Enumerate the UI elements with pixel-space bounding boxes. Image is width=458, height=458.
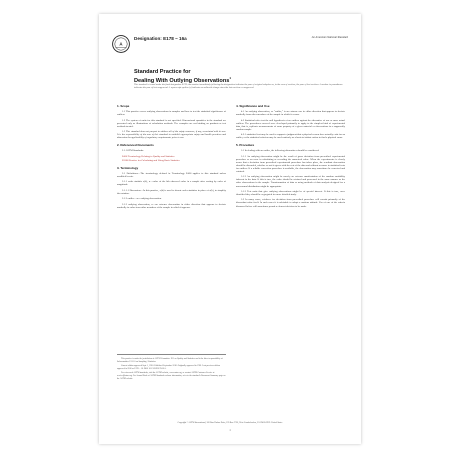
footnote-2: Current edition approved Sept. 1, 2016. Published September 2016. Originally approved in 1961. Last previous edition approved in 2016 as E178 – 16. DOI: 10.1520/E0178-16A. xyxy=(117,365,220,370)
section-2-heading: 2. Referenced Documents xyxy=(117,143,154,148)
footnote-3: For referenced ASTM standards, visit the ASTM website, www.astm.org, or contact ASTM Customer Service at service@astm.org. For Annual Book of ASTM Standards volume information, refer to the standard's Document Summary page on the ASTM website. xyxy=(117,372,226,380)
paragraph-5-1-3: 5.1.3 Test units that give outlying observations might be of special interest. If this is true, once identified they should be segregated for more detailed study. xyxy=(236,189,345,196)
astm-logo-icon xyxy=(112,33,130,55)
paragraph-4-3: 4.3 A statistical test may be used to support a judgment that a physical reason does actually exist for an outlier, or the statistical criterion may be used routinely as a basis to initiate action to find a physical cause. xyxy=(236,133,345,140)
paragraph-4-2: 4.2 Statistical rules test the null hypothesis of no outliers against the alternative of one or more actual outliers. The procedures covered were developed primarily to apply to the simplest kind of experimental data, that is, replicate measurements of some property of a given material or observations in a supposedly random sample. xyxy=(236,118,345,131)
title-line-1: Standard Practice for xyxy=(134,69,191,75)
paragraph-3-1-1: 3.1.1 order statistic x(k), n—value of the kth observed value in a sample after sorting by order of magnitude. xyxy=(117,180,226,187)
section-5-heading: 5. Procedure xyxy=(236,143,255,148)
footnote-1: This practice is under the jurisdiction of ASTM Committee E11 on Quality and Statistics and is the direct responsibility of Subcommittee E11.10 on Sampling / Statistics. xyxy=(117,358,223,363)
paragraph-5-1: 5.1 In dealing with an outlier, the following alternatives should be considered: xyxy=(241,149,320,153)
paragraph-3-1-3: 3.1.3 outlying observation, n—an extreme observation in either direction that appears to deviate markedly in value from other members of the sample in which it appears. xyxy=(117,202,226,209)
paragraph-3-1-2: 3.1.2 outlier—see outlying observation. xyxy=(122,197,162,201)
paragraph-3-1-1-1: 3.1.1.1 Discussion—In this practice, x(k) is used to denote order statistics in place of x(k), to simplify the notation. xyxy=(117,188,226,195)
left-column xyxy=(117,105,226,211)
paragraph-5-1-1: 5.1.1 An outlying observation might be the result of gross deviation from prescribed experimental procedure or an error in calculating or recording the numerical value. When the experimenter is clearly aware that a deviation from prescribed experimental procedure has taken place, the resultant observation should be discarded, whether or not it agrees with the rest of the data and without recourse to statistical tests for outliers. If a reliable correction procedure is available, the observation may sometimes be corrected and retained. xyxy=(236,154,345,173)
section-4-heading: 4. Significance and Use xyxy=(236,104,270,108)
paragraph-1-1: 1.1 This practice covers outlying observations in samples and how to test the statistical significance of outliers. xyxy=(117,110,226,117)
section-3-heading: 3. Terminology xyxy=(117,165,139,170)
paragraph-5-1-2: 5.1.2 An outlying observation might be merely an extreme manifestation of the random variability inherent in the data. If this is true, the value should be retained and processed in the same manner as the other observations in the sample. Transformation of data or using methods of data analysis designed for a non-normal distribution might be appropriate. xyxy=(236,175,345,188)
footnotes xyxy=(117,354,226,382)
paragraph-3-1: 3.1 Definitions—The terminology defined in Terminology E456 applies to this standard unless modified herein. xyxy=(117,171,226,178)
reference-e2586-link[interactable]: E2586 Practice for Calculating and Using Basic Statistics xyxy=(122,158,180,162)
national-standard-notice: An American National Standard xyxy=(311,36,348,39)
section-1-heading: 1. Scope xyxy=(117,104,130,108)
issuance-note: This standard is issued under the fixed designation E178; the number immediately following the designation indicates the year of original adoption or, in the case of revision, the year of last revision. A number in parentheses indicates the year of last reapproval. A superscript epsilon (ε) indicates an editorial change since the last revision or reapproval. xyxy=(134,83,343,89)
designation-label: Designation: E178 − 16a xyxy=(134,36,187,41)
paragraph-2-1: 2.1 ASTM Standards: xyxy=(122,149,144,153)
paragraph-1-2: 1.2 The system of units for this standard is not specified. Dimensional quantities in the standard are presented only as illustrations of calculation methods. The examples are not binding on products or test methods treated. xyxy=(117,118,226,128)
copyright-notice: Copyright © ASTM International, 100 Barr Harbor Drive, PO Box C700, West Conshohocken, PA 19428-2959. United States xyxy=(177,422,283,424)
paragraph-4-1: 4.1 An outlying observation, or “outlier,” is an extreme one in either direction that appears to deviate markedly from other members of the sample in which it occurs. xyxy=(236,110,345,117)
document-page xyxy=(99,14,361,444)
title-footnote-mark: 1 xyxy=(229,76,232,81)
svg-text:A: A xyxy=(119,41,123,47)
reference-e456-link[interactable]: E456 Terminology Relating to Quality and Statistics xyxy=(122,154,175,158)
paragraph-1-3: 1.3 This standard does not purport to address all of the safety concerns, if any, associated with its use. It is the responsibility of the user of this standard to establish appropriate safety and health practices and determine the applicability of regulatory requirements prior to use. xyxy=(117,130,226,140)
page-number: 1 xyxy=(229,429,231,432)
right-column xyxy=(236,105,345,210)
paragraph-5-2: 5.2 In many cases, evidence for deviation from prescribed procedure will consist primarily of the discordant value itself. In such cases it is advisable to adopt a cautious attitude. Use of one of the criteria discussed below will sometimes permit a clearcut decision to be made. xyxy=(236,198,345,208)
title-line-2-text: Dealing With Outlying Observations xyxy=(134,78,230,85)
